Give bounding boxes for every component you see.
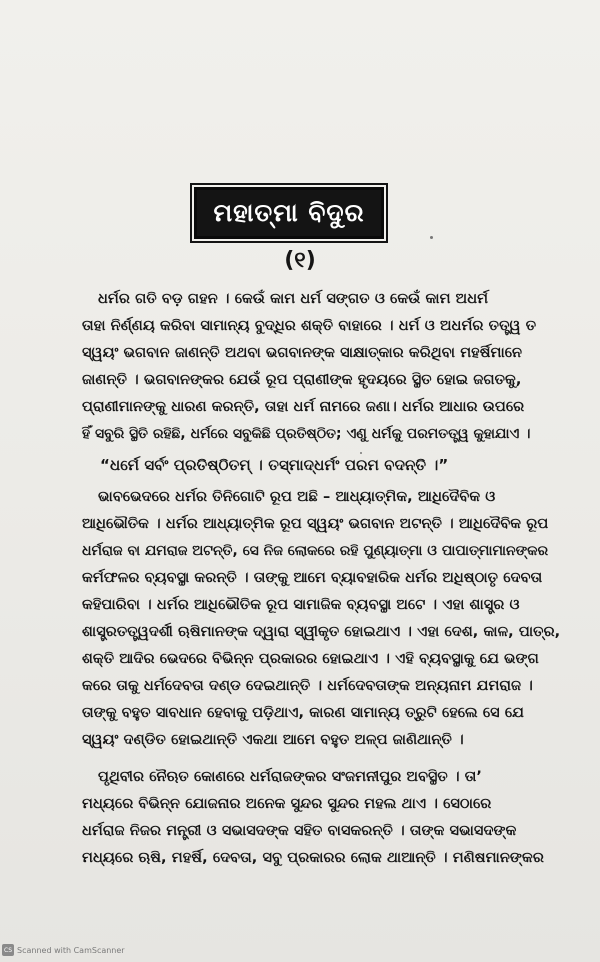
text-line: ପ୍ରାଣୀମାନଙ୍କୁ ଧାରଣ କରନ୍ତି, ତାହା ଧର୍ମ ନାମରେ ଜଣା। ଧର୍ମର ଆଧାର ଉପରେ: [82, 399, 525, 415]
text-line: କର୍ମଫଳର ବ୍ୟବସ୍ଥା କରନ୍ତି । ତାଙ୍କୁ ଆମେ ବ୍ୟାବହାରିକ ଧର୍ମର ଅଧିଷ୍ଠାତୃ ଦେବତା: [82, 570, 543, 586]
ink-speck: [430, 236, 433, 239]
text-line: ମଧ୍ୟରେ ଋଷି, ମହର୍ଷି, ଦେବତା, ସବୁ ପ୍ରକାରର ଲୋକ ଥାଆନ୍ତି । ମଣିଷମାନଙ୍କର: [82, 850, 544, 866]
text-line: ଧର୍ମରାଜ ନିଜର ମନ୍ତ୍ରୀ ଓ ସଭାସଦଙ୍କ ସହିତ ବାସକରନ୍ତି । ତାଙ୍କ ସଭାସଦଙ୍କ: [82, 823, 517, 839]
text-line: ଭାବଭେଦରେ ଧର୍ମର ତିନିଗୋଟି ରୂପ ଅଛି – ଆଧ୍ୟାତ୍ମିକ, ଆଧିଦୈବିକ ଓ: [98, 489, 496, 505]
sanskrit-quote: “ଧର୍ମେ ସର୍ବଂ ପ୍ରତିଷ୍ଠିତମ୍ । ତସ୍ମାଦ୍ଧର୍ମଂ ପରମ ବଦନ୍ତି ।”: [100, 456, 449, 474]
text-line: ଆଧିଭୌତିକ । ଧର୍ମର ଆଧ୍ୟାତ୍ମିକ ରୂପ ସ୍ୱୟଂ ଭଗବାନ ଅଟନ୍ତି । ଆଧିଦୈବିକ ରୂପ: [82, 516, 549, 532]
text-line: ଧର୍ମର ଗତି ବଡ଼ ଗହନ । କେଉଁ କାମ ଧର୍ମ ସଙ୍ଗତ ଓ କେଉଁ କାମ ଅଧର୍ମ: [98, 291, 489, 307]
text-line: ଶାସ୍ତ୍ରତତ୍ତ୍ୱଦର୍ଶୀ ଋଷିମାନଙ୍କ ଦ୍ୱାରା ସ୍ୱୀକୃତ ହୋଇଥାଏ । ଏହା ଦେଶ, କାଳ, ପାତ୍ର,: [82, 624, 561, 640]
chapter-number: (୧): [284, 248, 316, 273]
scanner-watermark-text: Scanned with CamScanner: [17, 945, 125, 955]
chapter-title: ମହାତ୍ମା ବିଦୁର: [213, 198, 365, 227]
camscanner-logo-icon: CS: [2, 944, 14, 956]
text-line: ତାଙ୍କୁ ବହୁତ ସାବଧାନ ହେବାକୁ ପଡ଼ିଥାଏ, କାରଣ ସାମାନ୍ୟ ତ୍ରୁଟି ହେଲେ ସେ ଯେ: [82, 705, 524, 721]
scanner-watermark: [2, 944, 125, 956]
text-line: ମଧ୍ୟରେ ବିଭିନ୍ନ ଯୋଜନାର ଅନେକ ସୁନ୍ଦର ସୁନ୍ଦର ମହଲ ଥାଏ । ସେଠାରେ: [82, 796, 492, 812]
text-line: ଜାଣନ୍ତି । ଭଗବାନଙ୍କର ଯେଉଁ ରୂପ ପ୍ରାଣୀଙ୍କ ହୃଦୟରେ ସ୍ଥିତ ହୋଇ ଜଗତକୁ,: [82, 372, 522, 388]
text-line: ହିଁ ସବୁରି ସ୍ଥିତି ରହିଛି, ଧର୍ମରେ ସବୁକିଛି ପ୍ରତିଷ୍ଠିତ; ଏଣୁ ଧର୍ମକୁ ପରମତତ୍ତ୍ୱ କୁହାଯାଏ ।: [82, 426, 531, 442]
text-line: ସ୍ୱୟଂ ଭଗବାନ ଜାଣନ୍ତି ଅଥବା ଭଗବାନଙ୍କ ସାକ୍ଷାତ୍କାର କରିଥିବା ମହର୍ଷିମାନେ: [82, 345, 523, 361]
text-line: ଶକ୍ତି ଆଦିର ଭେଦରେ ବିଭିନ୍ନ ପ୍ରକାରର ହୋଇଥାଏ । ଏହି ବ୍ୟବସ୍ଥାକୁ ଯେ ଭଙ୍ଗ: [82, 651, 539, 667]
text-line: ସ୍ୱୟଂ ଦଣ୍ଡିତ ହୋଇଥାନ୍ତି ଏକଥା ଆମେ ବହୁତ ଅଳ୍ପ ଜାଣିଥାନ୍ତି ।: [82, 732, 464, 748]
text-line: ପୃଥିବୀର ନୈଋତ କୋଣରେ ଧର୍ମରାଜଙ୍କର ସଂଜମନୀପୁର ଅବସ୍ଥିତ । ତା’: [98, 769, 482, 785]
text-line: ତାହା ନିର୍ଣ୍ଣୟ କରିବା ସାମାନ୍ୟ ବୁଦ୍ଧିର ଶକ୍ତି ବାହାରେ । ଧର୍ମ ଓ ଅଧର୍ମର ତତ୍ତ୍ୱ ତ: [82, 318, 537, 334]
text-line: କରେ ତାକୁ ଧର୍ମଦେବତା ଦଣ୍ଡ ଦେଇଥାନ୍ତି । ଧର୍ମଦେବତାଙ୍କ ଅନ୍ୟନାମ ଯମରାଜ ।: [82, 678, 533, 694]
ink-speck: [360, 452, 362, 454]
text-line: କହିପାରିବା । ଧର୍ମର ଆଧିଭୌତିକ ରୂପ ସାମାଜିକ ବ୍ୟବସ୍ଥା ଅଟେ । ଏହା ଶାସ୍ତ୍ର ଓ: [82, 597, 520, 613]
chapter-title-box: [194, 187, 384, 239]
text-line: ଧର୍ମରାଜ ବା ଯମରାଜ ଅଟନ୍ତି, ସେ ନିଜ ଲୋକରେ ରହି ପୁଣ୍ୟାତ୍ମା ଓ ପାପାତ୍ମାମାନଙ୍କର: [82, 543, 549, 559]
